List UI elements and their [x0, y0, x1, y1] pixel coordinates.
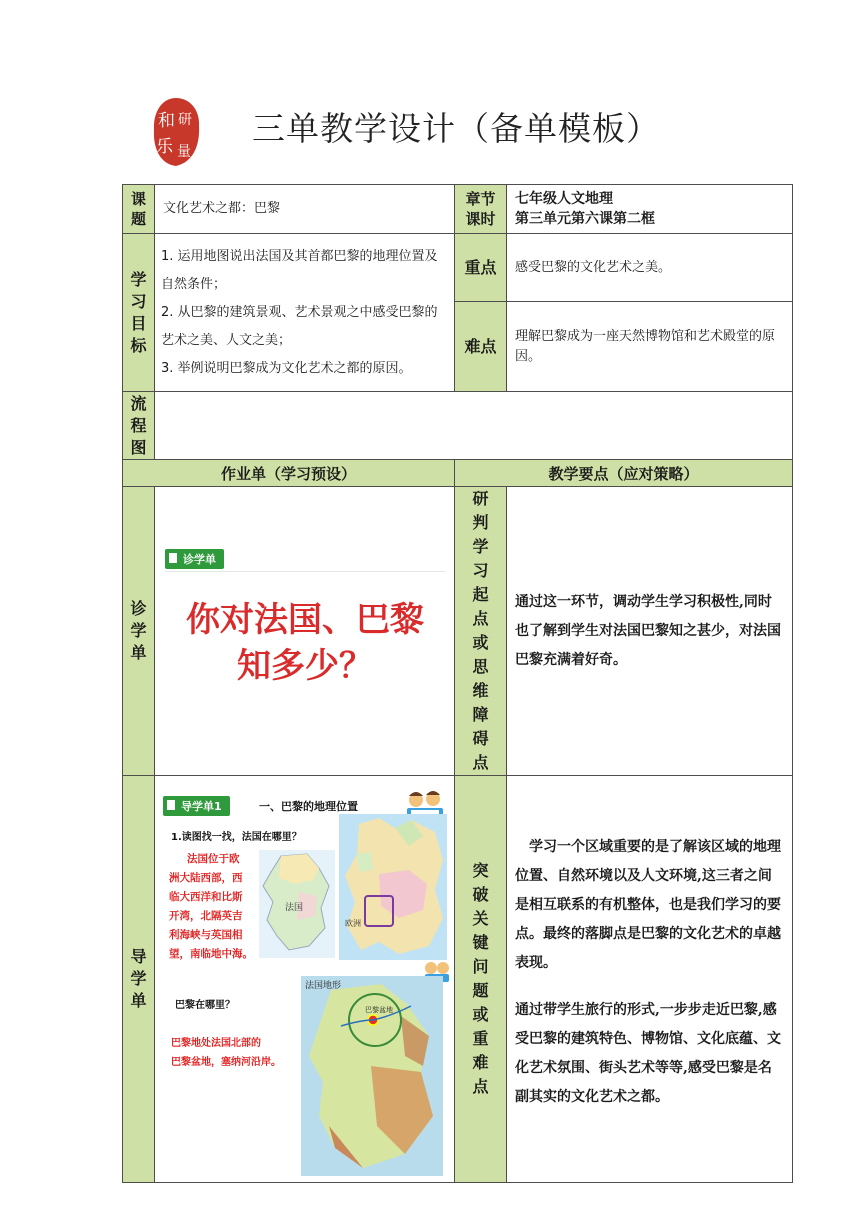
document-title: 三单教学设计（备单模板）	[252, 109, 660, 148]
guide-answer-1	[169, 850, 279, 964]
answer-1-line-6: 望，南临地中海。	[169, 948, 253, 960]
difficulty-label: 难点	[455, 302, 507, 392]
section-header-row	[123, 460, 793, 487]
seal-char-2: 研	[178, 112, 192, 128]
guide-strategy-paragraph-1: 学习一个区域重要的是了解该区域的地理位置、自然环境以及人文环境,这三者之间是相互联系的有机整体，也是我们学习的要点。最终的落脚点是巴黎的文化艺术的卓越表现。	[515, 838, 781, 971]
seal-char-1: 和	[158, 111, 175, 131]
answer-2-line-2: 巴黎盆地，塞纳河沿岸。	[171, 1057, 281, 1068]
flowchart-row	[123, 392, 793, 460]
guide-strategy-paragraph-2: 通过带学生旅行的形式,一步步走近巴黎,感受巴黎的建筑特色、博物馆、文化底蕴、文化艺术氛围、街头艺术等等,感受巴黎是名副其实的文化艺术之都。	[515, 1001, 781, 1105]
answer-1-line-2: 洲大陆西部，西	[169, 872, 243, 884]
answer-2-line-1: 巴黎地处法国北部的	[171, 1038, 261, 1049]
flowchart-label: 流程图	[123, 392, 155, 460]
svg-text:巴黎盆地: 巴黎盆地	[365, 1006, 393, 1014]
flowchart-content	[155, 392, 793, 460]
runner-icon	[167, 800, 175, 810]
diagnose-point-label: 研判学习起点或思维障碍点	[455, 487, 507, 776]
diagnose-slide	[155, 541, 455, 721]
goal-item-3: 3. 举例说明巴黎成为文化艺术之都的原因。	[161, 360, 412, 376]
svg-text:欧洲: 欧洲	[345, 919, 361, 928]
answer-1-line-3: 临大西洋和比斯	[169, 891, 243, 903]
diagnose-question-line-1: 你对法国、巴黎	[186, 600, 424, 640]
guide-point-label: 突破关键问题或重难点	[455, 776, 507, 1183]
guide-label: 导学单	[123, 776, 155, 1183]
topic-row	[123, 185, 793, 234]
diagnose-question-line-2: 知多少？	[237, 646, 373, 686]
answer-1-line-4: 开湾，北隔英吉	[169, 910, 243, 922]
guide-question-1: 1.读图找一找，法国在哪里？	[171, 832, 302, 843]
chapter-line-2: 第三单元第六课第二框	[515, 211, 655, 227]
goal-item-2: 2. 从巴黎的建筑景观、艺术景观之中感受巴黎的艺术之美、人文之美；	[161, 304, 438, 348]
guide-row	[123, 776, 793, 1183]
guide-strategy	[507, 776, 793, 1183]
key-point-label: 重点	[455, 234, 507, 302]
lesson-plan-table	[122, 184, 793, 1183]
guide-section-title: 一、巴黎的地理位置	[259, 800, 358, 813]
diagnose-slide-cell	[155, 487, 455, 776]
header-homework: 作业单（学习预设）	[123, 460, 455, 487]
guide-question-2: 巴黎在哪里？	[175, 1000, 235, 1011]
chapter-label: 章节课时	[455, 185, 507, 234]
chapter-value	[507, 185, 793, 234]
slide-divider	[165, 571, 445, 572]
diagnose-row	[123, 487, 793, 776]
svg-text:法国: 法国	[285, 903, 304, 913]
difficulty-value: 理解巴黎成为一座天然博物馆和艺术殿堂的原因。	[507, 302, 793, 392]
guide-answer-2	[171, 1034, 291, 1072]
topic-label: 课题	[123, 185, 155, 234]
seal-char-4: 量	[177, 144, 191, 160]
chapter-line-1: 七年级人文地理	[515, 191, 613, 207]
runner-icon	[169, 553, 177, 563]
goal-item-1: 1. 运用地图说出法国及其首都巴黎的地理位置及自然条件；	[161, 248, 438, 292]
goals-row	[123, 234, 793, 302]
guide-slide-cell	[155, 776, 455, 1183]
diagnose-label: 诊学单	[123, 487, 155, 776]
header-strategy: 教学要点（应对策略）	[455, 460, 793, 487]
goals-list	[155, 234, 455, 392]
guide-slide	[155, 776, 455, 1182]
guide-badge: 导学单1	[163, 796, 230, 816]
diagnose-strategy: 通过这一环节，调动学生学习积极性,同时也了解到学生对法国巴黎知之甚少，对法国巴黎充满着好奇。	[507, 487, 793, 776]
europe-map	[339, 814, 447, 960]
answer-1-line-1: 法国位于欧	[187, 853, 240, 865]
key-point-value: 感受巴黎的文化艺术之美。	[507, 234, 793, 302]
seal-char-3: 乐	[156, 137, 173, 157]
svg-text:法国地形: 法国地形	[305, 981, 342, 991]
seal-logo	[150, 96, 202, 168]
answer-1-line-5: 利海峡与英国相	[169, 929, 243, 941]
france-relief-map	[301, 976, 443, 1176]
topic-value: 文化艺术之都：巴黎	[155, 185, 455, 234]
goals-label: 学习目标	[123, 234, 155, 392]
diagnose-badge: 诊学单	[165, 549, 224, 569]
